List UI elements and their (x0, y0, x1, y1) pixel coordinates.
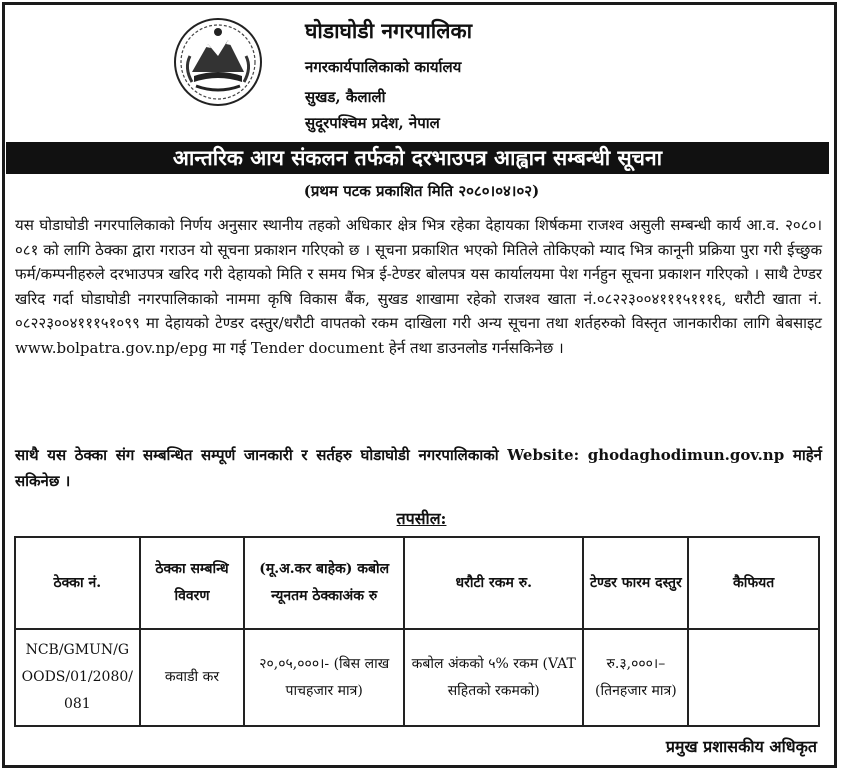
cell-min-bid-amount: २०,०५,०००।- (बिस लाख पाचहजार मात्र) (244, 629, 404, 726)
table-header-row (15, 537, 819, 629)
tender-table (14, 536, 820, 727)
notice-body: यस घोडाघोडी नगरपालिकाको निर्णय अनुसार स्थानीय तहको अधिकार क्षेत्र भित्र रहेका देहायका शिर्षकमा राजश्व असुली सम्बन्धी कार्य आ.व. २०८०।०८१ को लागि ठेक्का द्वारा गराउन यो सूचना प्रकाशन गरिएको छ । सूचना प्रकाशित भएको मितिले तोकिएको म्याद भित्र कानूनी प्रक्रिया पुरा गरी ईच्छुक फर्म/कम्पनीहरुले दरभाउपत्र खरिद गरी देहायको मिति र समय भित्र ई-टेण्डर बोलपत्र यस कार्यालयमा पेश गर्नहुन सूचना प्रकाशन गरिएको । साथै टेण्डर खरिद गर्दा घोडाघोडी नगरपालिकाको नाममा कृषि विकास बैंक, सुखड शाखामा रहेको राजश्व खाता नं.०८२२३००४१११५१११६, धरौटी खाता नं. ०८२२३००४१११५१०९९ मा देहायको टेण्डर दस्तुर/धरौटी वापतको रकम दाखिला गरी अन्य सूचना तथा शर्तहरुको विस्तृत जानकारीका लागि बेबसाइट www.bolpatra.gov.np/epg मा गई Tender document हेर्न तथा डाउनलोड गर्नसकिनेछ । (15, 216, 822, 357)
address: सुखड, कैलाली (305, 88, 386, 106)
cell-contract-description: कवाडी कर (140, 629, 245, 726)
office-name: नगरकार्यपालिकाको कार्यालय (305, 58, 462, 76)
notice-title: आन्तरिक आय संकलन तर्फको दरभाउपत्र आह्वान सम्बन्धी सूचना (6, 142, 829, 174)
cell-remarks (688, 629, 819, 726)
header-remarks: कैफियत (688, 537, 819, 629)
header-tender-fee: टेण्डर फारम दस्तुर (583, 537, 688, 629)
cell-deposit-amount: कबोल अंकको ५% रकम (VAT सहितको रकमको) (404, 629, 583, 726)
header-deposit-amount: धरौटी रकम रु. (404, 537, 583, 629)
table-row (15, 629, 819, 726)
org-name: घोडाघोडी नगरपालिका (305, 18, 473, 43)
cell-contract-no: NCB/GMUN/GOODS/01/2080/081 (15, 629, 140, 726)
cell-tender-fee: रु.३,०००।– (तिनहजार मात्र) (583, 629, 688, 726)
signature-chief-officer: प्रमुख प्रशासकीय अधिकृत (665, 737, 817, 756)
header-contract-description: ठेक्का सम्बन्धि विवरण (140, 537, 245, 629)
notice-body-website: साथै यस ठेक्का संग सम्बन्धित सम्पूर्ण जानकारी र सर्तहरु घोडाघोडी नगरपालिकाको Website: ghodaghodimun.gov.np माहेर्न सकिनेछ । (15, 446, 822, 490)
details-caption: तपसील: (396, 509, 447, 528)
nepal-emblem-logo (172, 16, 264, 108)
province: सुदूरपश्चिम प्रदेश, नेपाल (305, 114, 440, 132)
header-contract-no: ठेक्का नं. (15, 537, 140, 629)
publish-date: (प्रथम पटक प्रकाशित मिति २०८०।०४।०२) (303, 182, 540, 200)
header-min-bid-amount: (मू.अ.कर बाहेक) कबोल न्यूनतम ठेक्काअंक रु (244, 537, 404, 629)
